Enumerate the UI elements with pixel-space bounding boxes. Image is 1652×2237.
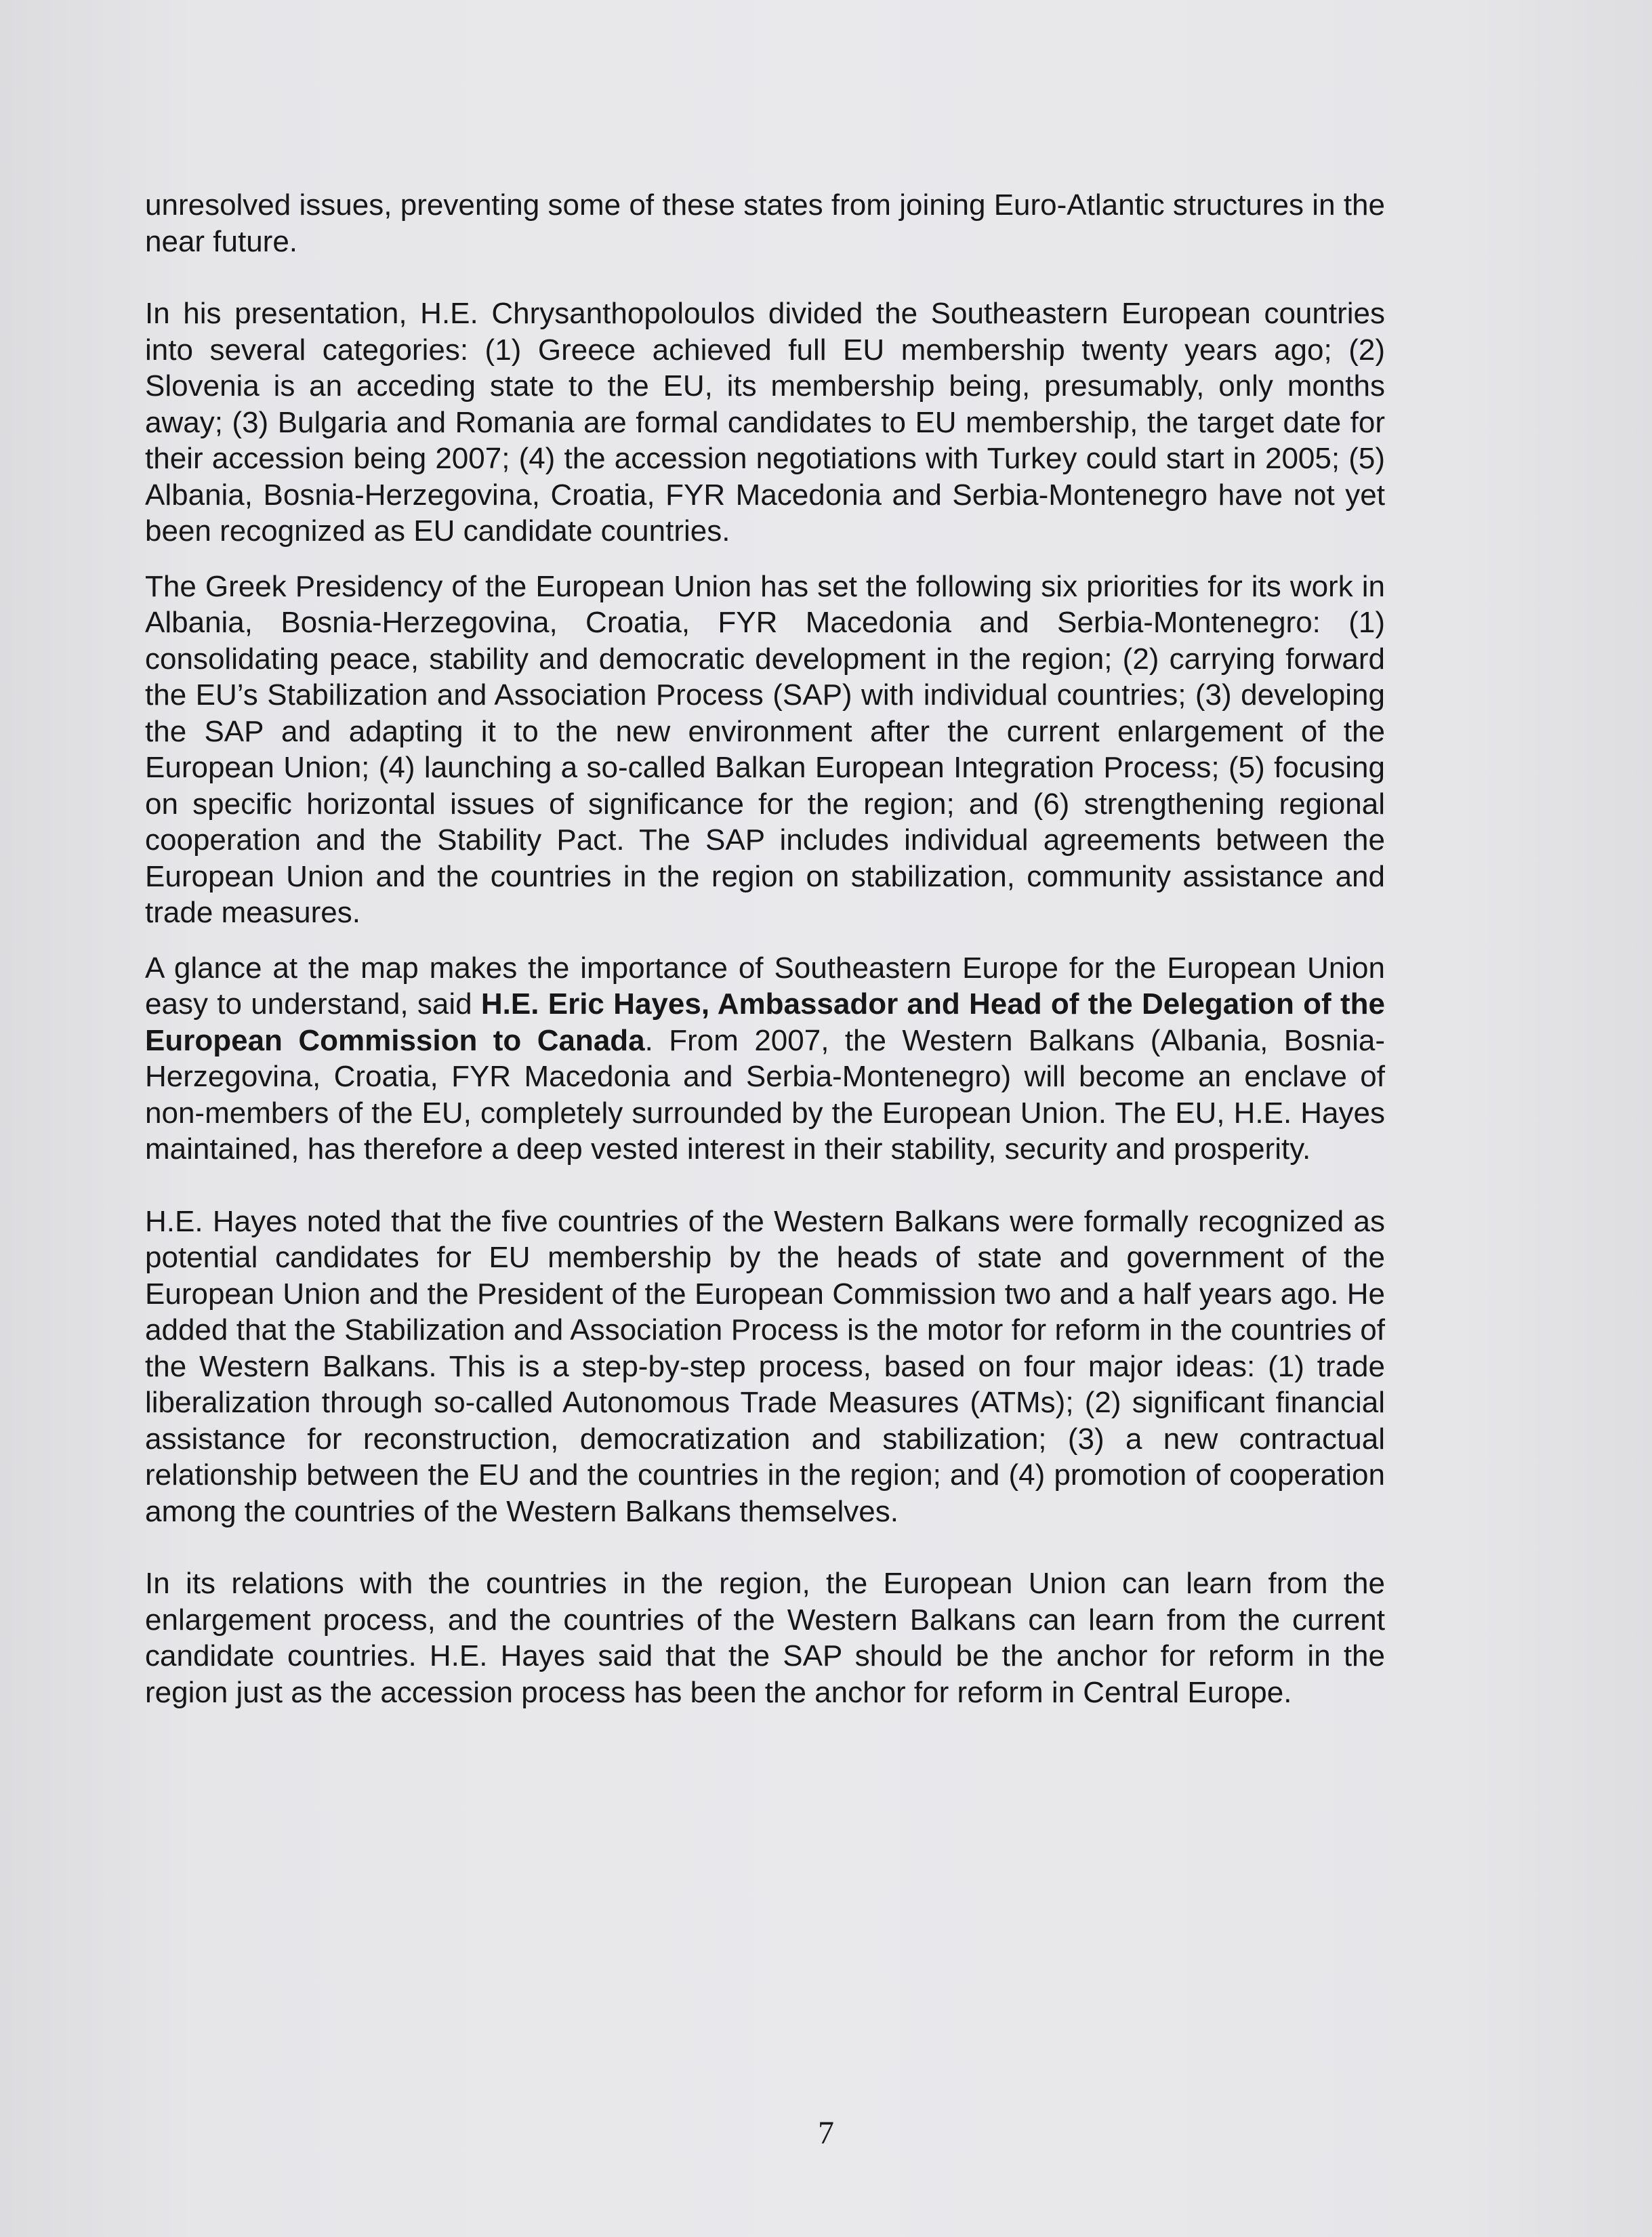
paragraph-3: The Greek Presidency of the European Union has set the following six priorities for its work in Albania, Bosnia-Herzegovina, Croatia, FYR Macedonia and Serbia-Montenegro: (1) consolidating peace, stability and democratic development in the region; (2) carrying forward the EU’s Stabilization and Association Process (SAP) with individual countries; (3) developing the SAP and adapting it to the new environment after the current enlargement of the European Union; (4) launching a so-called Balkan European Integration Process; (5) focusing on specific horizontal issues of significance for the region; and (6) strengthening regional cooperation and the Stability Pact. The SAP includes individual agreements between the European Union and the countries in the region on stabilization, community assistance and trade measures. bbox=[145, 569, 1385, 929]
ambassador-name: H.E. Eric Hayes, Ambassador and Head of the Delegation of the European Commission to Canada bbox=[145, 987, 1385, 1057]
paragraph-6: In its relations with the countries in the region, the European Union can learn from the enlargement process, and the countries of the Western Balkans can learn from the current candidate countries. H.E. Hayes said that the SAP should be the anchor for reform in the region just as the accession process has been the anchor for reform in Central Europe. bbox=[145, 1567, 1385, 1709]
paragraph-4-lead: A glance at the map makes the importance of Southeastern Europe for the European Union easy to understand, said bbox=[145, 951, 1385, 1021]
document-body bbox=[145, 187, 1385, 1710]
paragraph-4 bbox=[145, 950, 1385, 1168]
page-number: 7 bbox=[818, 2115, 834, 2151]
paragraph-2: In his presentation, H.E. Chrysanthopoloulos divided the Southeastern European countries into several categories: (1) Greece achieved full EU membership twenty years ago; (2) Slovenia is an acceding state to the EU, its membership being, presumably, only months away; (3) Bulgaria and Romania are formal candidates to EU membership, the target date for their accession being 2007; (4) the accession negotiations with Turkey could start in 2005; (5) Albania, Bosnia-Herzegovina, Croatia, FYR Macedonia and Serbia-Montenegro have not yet been recognized as EU candidate countries. bbox=[145, 297, 1385, 548]
paragraph-4-rest: . From 2007, the Western Balkans (Albania, Bosnia-Herzegovina, Croatia, FYR Macedonia and Serbia-Montenegro) will become an enclave of non-members of the EU, completely surrounded by the European Union. The EU, H.E. Hayes maintained, has therefore a deep vested interest in their stability, security and prosperity. bbox=[145, 1023, 1385, 1166]
paragraph-1: unresolved issues, preventing some of these states from joining Euro-Atlantic structures in the near future. bbox=[145, 188, 1385, 258]
paragraph-5: H.E. Hayes noted that the five countries of the Western Balkans were formally recognized as potential candidates for EU membership by the heads of state and government of the European Union and the President of the European Commission two and a half years ago. He added that the Stabilization and Association Process is the motor for reform in the countries of the Western Balkans. This is a step-by-step process, based on four major ideas: (1) trade liberalization through so-called Autonomous Trade Measures (ATMs); (2) significant financial assistance for reconstruction, democratization and stabilization; (3) a new contractual relationship between the EU and the countries in the region; and (4) promotion of cooperation among the countries of the Western Balkans themselves. bbox=[145, 1204, 1385, 1528]
